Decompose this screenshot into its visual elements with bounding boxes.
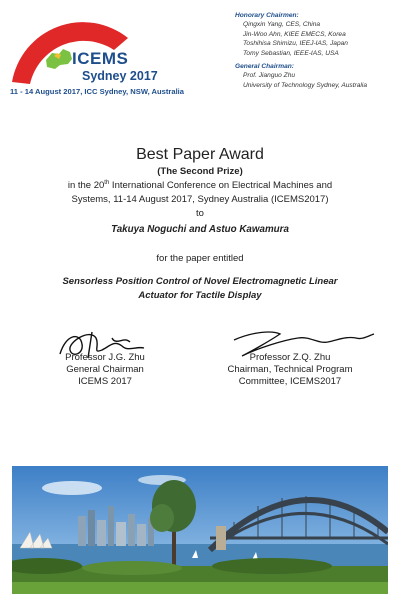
general-affiliation: University of Technology Sydney, Australia [243, 81, 367, 89]
sydney-harbour-photo [12, 466, 388, 594]
committee-list [235, 11, 395, 90]
honorary-chair: Tomy Sebastian, IEEE-IAS, USA [243, 49, 339, 57]
conference-prefix: in the 20 [67, 180, 105, 192]
harbour-illustration [12, 466, 388, 594]
event-date-location: 11 - 14 August 2017, ICC Sydney, NSW, Australia [10, 87, 185, 96]
ordinal-suffix: th [104, 180, 110, 186]
conference-name: International Conference on Electrical Machines and [109, 180, 333, 192]
honorary-heading: Honorary Chairmen: [235, 12, 299, 19]
honorary-chair: Jin-Woo Ahn, KIEE EMECS, Korea [243, 30, 346, 38]
right-signatory-org: Committee, ICEMS2017 [238, 376, 342, 387]
conference-line-2: Systems, 11-14 August 2017, Sydney Australia (ICEMS2017) [71, 194, 329, 205]
paper-title-line-2: Actuator for Tactile Display [138, 290, 262, 301]
right-signature-block [205, 352, 375, 388]
left-signature-block [40, 352, 170, 388]
paper-title-line-1: Sensorless Position Control of Novel Electromagnetic Linear [62, 276, 338, 287]
honorary-chair: Toshihisa Shimizu, IEEJ-IAS, Japan [243, 40, 348, 48]
paper-intro: for the paper entitled [156, 253, 244, 264]
logo-subtitle: Sydney 2017 [82, 69, 158, 83]
left-signatory-name: Professor J.G. Zhu [65, 352, 145, 363]
general-chair: Prof. Jianguo Zhu [243, 72, 296, 80]
right-signatory-name: Professor Z.Q. Zhu [249, 352, 331, 363]
award-title: Best Paper Award [136, 146, 264, 163]
award-authors: Takuya Noguchi and Astuo Kawamura [111, 224, 289, 235]
left-signatory-role: General Chairman [66, 364, 144, 375]
to-label: to [196, 208, 204, 219]
right-signatory-role: Chairman, Technical Program [227, 364, 353, 375]
left-signatory-org: ICEMS 2017 [78, 376, 132, 387]
award-prize: (The Second Prize) [157, 166, 243, 177]
logo-name: ICEMS [72, 49, 129, 68]
conference-line-1 [0, 180, 400, 191]
honorary-chair: Qingxin Yang, CES, China [243, 21, 321, 29]
general-heading: General Chairman: [235, 63, 294, 71]
